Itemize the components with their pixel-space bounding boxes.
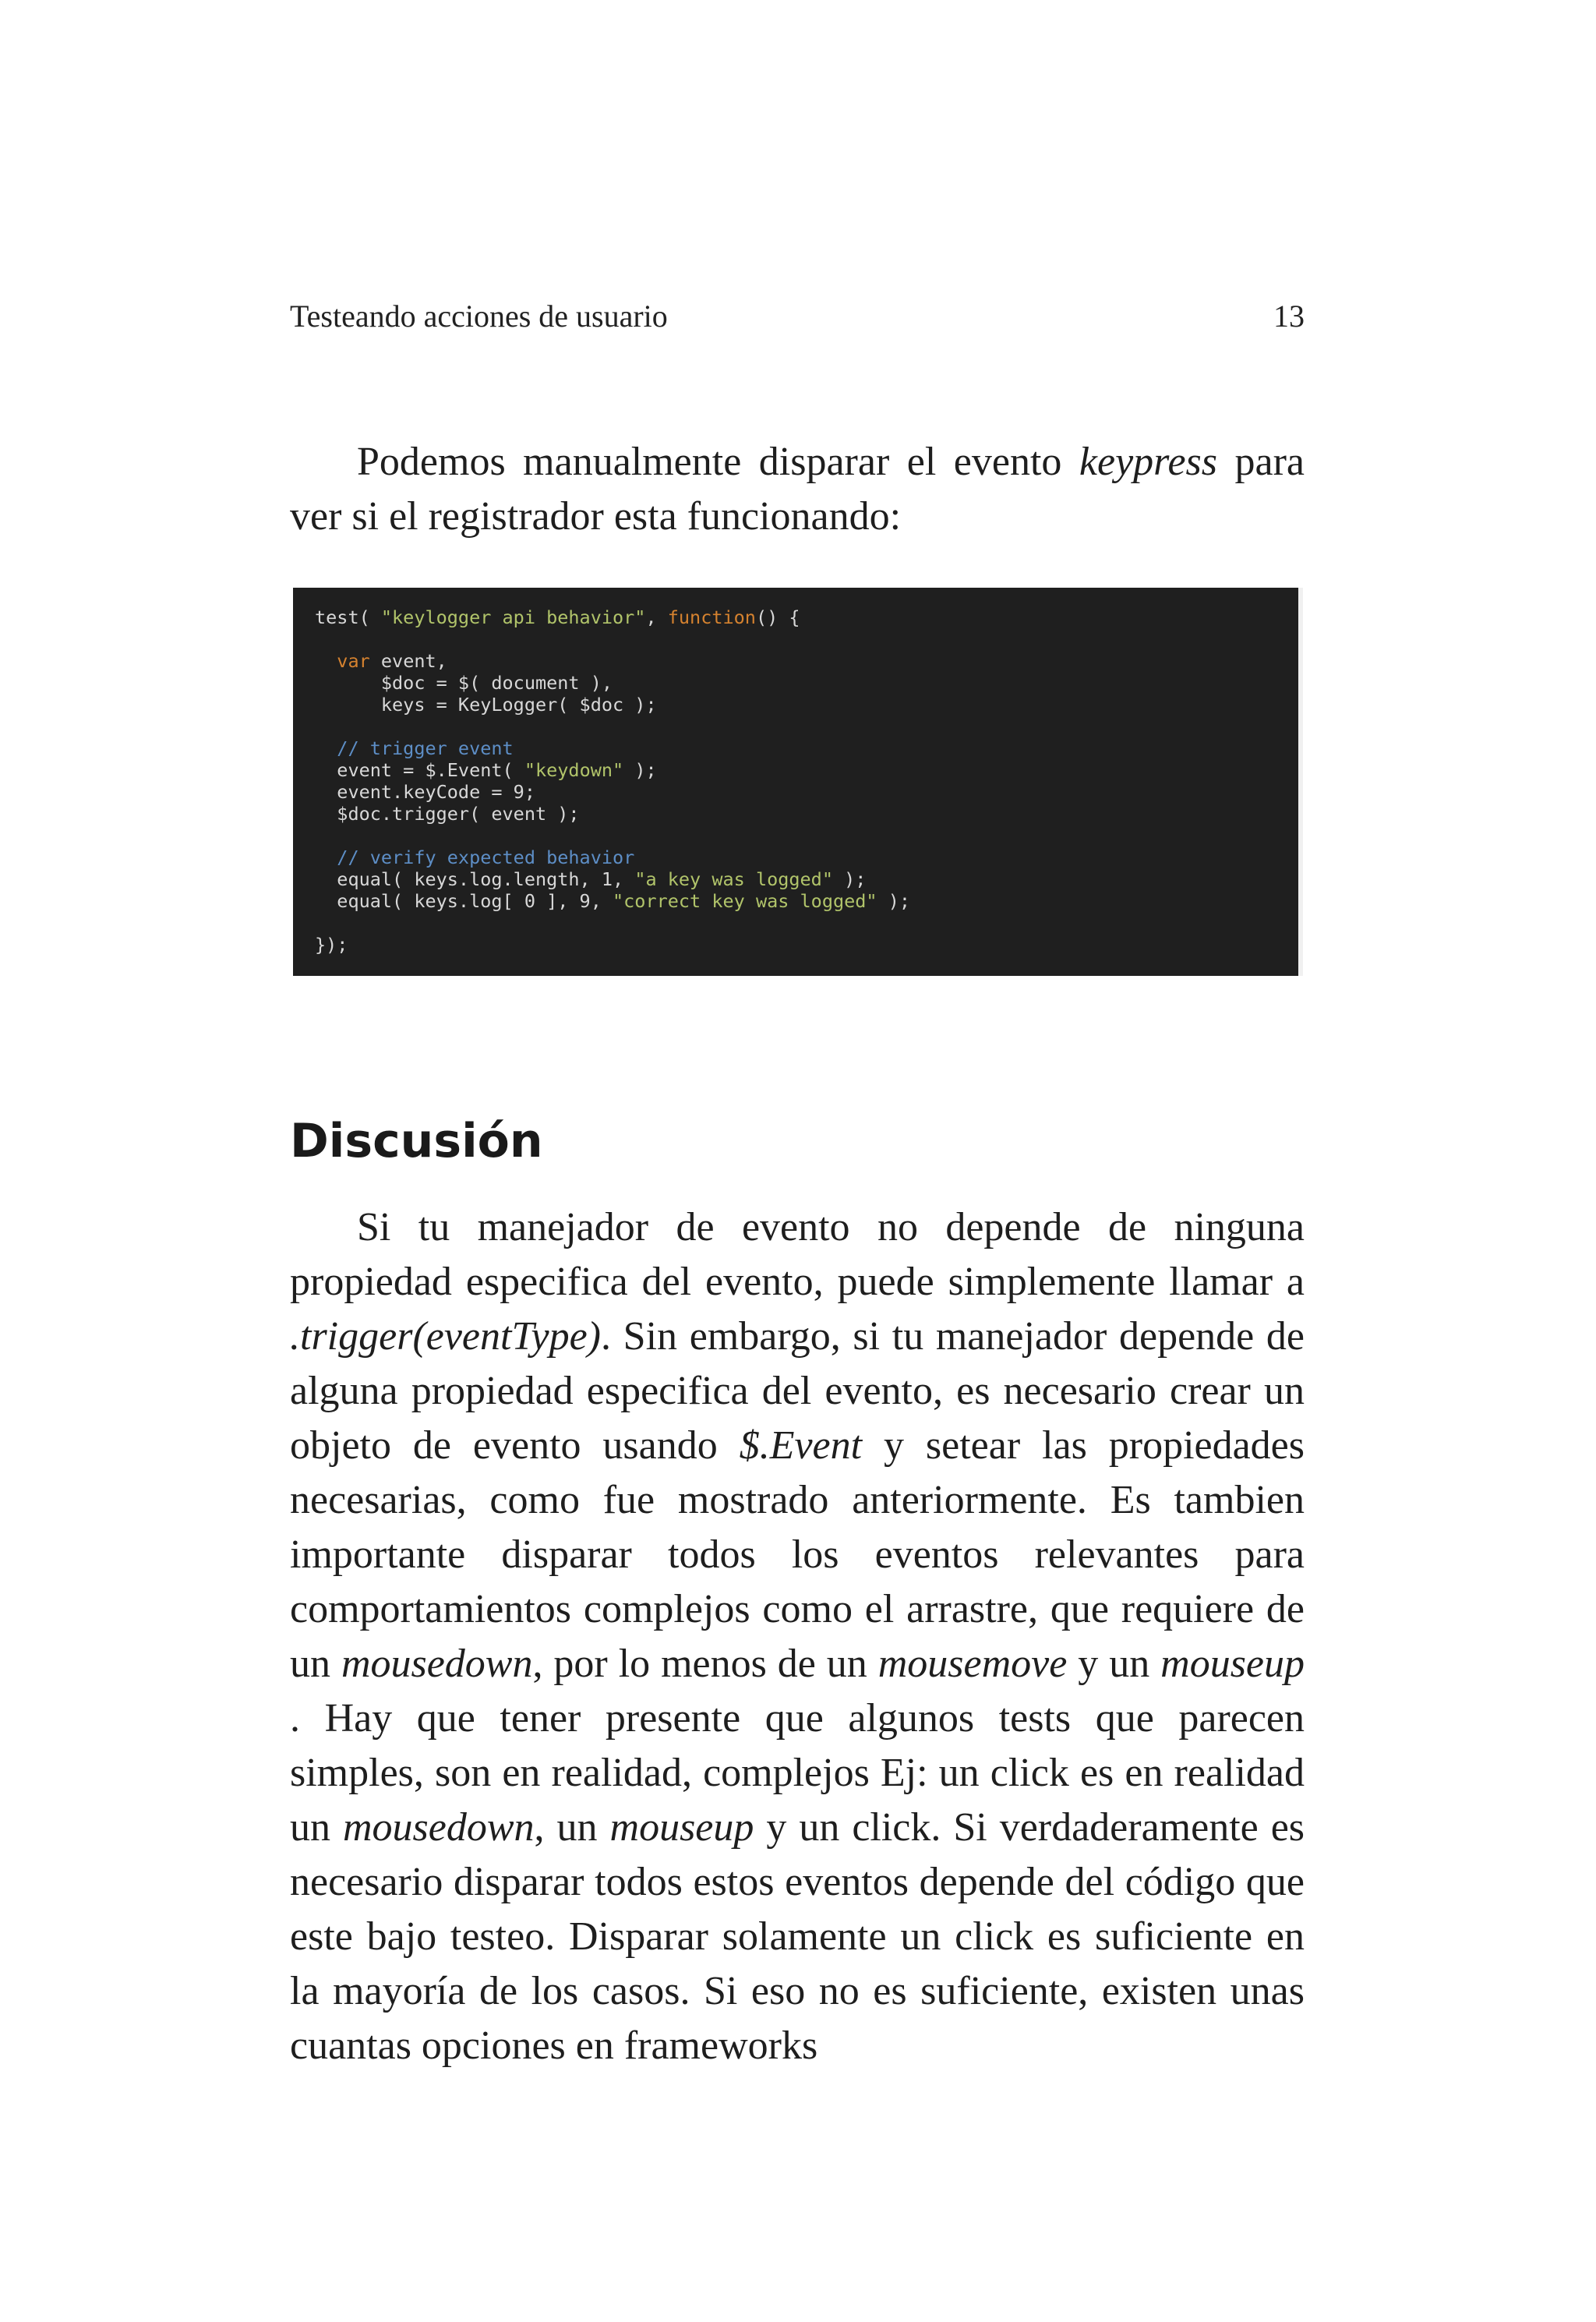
code-line — [315, 934, 1276, 956]
code-token: () { — [755, 606, 800, 628]
code-token — [315, 650, 337, 672]
body-text: . Hay que tener presente que algunos tests que parecen simples, son en realidad, complejos Ej: un click es en realidad un — [290, 1696, 1305, 1850]
code-line — [315, 606, 1276, 628]
code-token: test( — [315, 606, 381, 628]
code-block — [293, 588, 1303, 976]
code-line — [315, 650, 1276, 672]
code-token: // trigger event — [315, 737, 514, 759]
code-token: event = $.Event( — [315, 759, 524, 781]
discussion-paragraph — [290, 1200, 1305, 2073]
chapter-title: Testeando acciones de usuario — [290, 299, 668, 334]
code-token: $doc = $( document ), — [315, 672, 613, 694]
italic-term: mousedown — [341, 1642, 533, 1686]
code-token: ); — [623, 759, 657, 781]
code-token: event, — [369, 650, 447, 672]
intro-italic-term: keypress — [1079, 440, 1218, 484]
code-token: "correct key was logged" — [613, 890, 877, 912]
code-token: ); — [877, 890, 911, 912]
body-text: , por lo menos de un — [532, 1642, 878, 1686]
body-text: Si tu manejador de evento no depende de ninguna propiedad especifica del evento, puede simplemente llamar a — [290, 1205, 1305, 1304]
running-header — [290, 295, 1305, 338]
italic-term: mousedown — [342, 1805, 535, 1850]
code-line — [315, 781, 1276, 803]
code-token: event.keyCode = 9; — [315, 781, 535, 803]
code-line — [315, 890, 1276, 912]
page-number: 13 — [1273, 299, 1305, 334]
code-token: "a key was logged" — [634, 868, 833, 890]
code-token: ); — [832, 868, 867, 890]
code-token: keys = KeyLogger( $doc ); — [315, 694, 657, 716]
code-line — [315, 694, 1276, 716]
intro-text-after: para ver si el registrador esta funcionando: — [290, 440, 1305, 539]
code-blank-line — [315, 912, 1276, 934]
body-text: y un — [1067, 1642, 1161, 1686]
italic-term: $.Event — [739, 1423, 863, 1468]
code-line — [315, 846, 1276, 868]
code-line — [315, 737, 1276, 759]
code-blank-line — [315, 628, 1276, 650]
code-token: var — [337, 650, 370, 672]
italic-term: .trigger(eventType) — [290, 1314, 601, 1359]
code-blank-line — [315, 825, 1276, 846]
body-text: y setear las propiedades necesarias, como fue mostrado anteriormente. Es tambien importante disparar todos los eventos relevantes para comportamientos complejos como el arrastre, que requiere de un — [290, 1423, 1305, 1686]
body-text: y un click. Si verdaderamente es necesario disparar todos estos eventos depende del código que este bajo testeo. Disparar solamente un click es suficiente en la mayoría de los casos. Si eso no es suficiente, existen unas cuantas opciones en frameworks — [290, 1805, 1305, 2068]
code-token: "keylogger api behavior" — [380, 606, 646, 628]
section-heading: Discusión — [290, 1114, 543, 1168]
code-token: "keydown" — [524, 759, 624, 781]
code-token: }); — [315, 934, 348, 956]
italic-term: mouseup — [1160, 1642, 1305, 1686]
body-text: . Sin embargo, si tu manejador depende de alguna propiedad especifica del evento, es necesario crear un objeto de evento usando — [290, 1314, 1305, 1468]
code-line — [315, 868, 1276, 890]
code-token: , — [645, 606, 668, 628]
code-token: function — [667, 606, 756, 628]
code-line — [315, 759, 1276, 781]
italic-term: mousemove — [877, 1642, 1068, 1686]
code-line — [315, 803, 1276, 825]
intro-paragraph — [290, 435, 1305, 544]
code-token: equal( keys.log.length, 1, — [315, 868, 635, 890]
code-token: equal( keys.log[ 0 ], 9, — [315, 890, 613, 912]
intro-text-before: Podemos manualmente disparar el evento — [357, 440, 1079, 484]
code-line — [315, 672, 1276, 694]
body-text: , un — [534, 1805, 610, 1850]
code-token: // verify expected behavior — [315, 846, 635, 868]
code-token: $doc.trigger( event ); — [315, 803, 580, 825]
italic-term: mouseup — [609, 1805, 754, 1850]
code-blank-line — [315, 716, 1276, 737]
